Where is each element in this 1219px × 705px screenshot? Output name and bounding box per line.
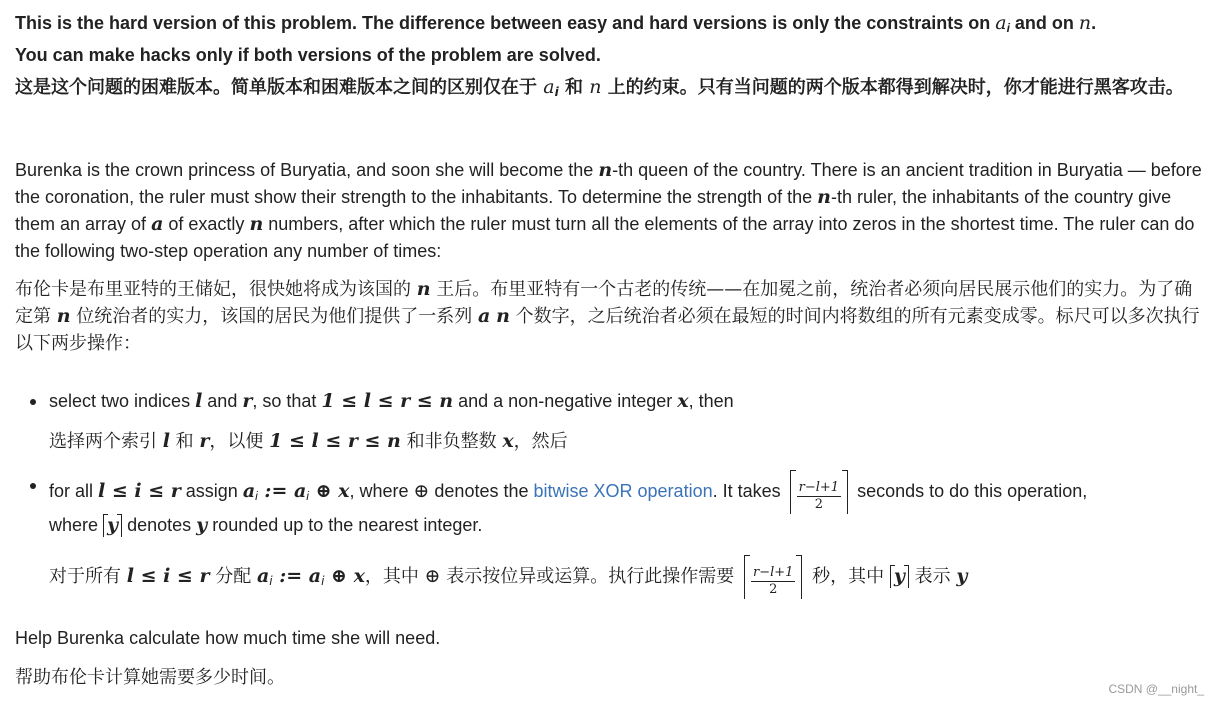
fraction-numerator: r−l+1 xyxy=(753,565,794,580)
fraction xyxy=(797,481,841,512)
var-r: r xyxy=(199,430,210,452)
sub-i: i xyxy=(269,574,273,588)
var-n: n xyxy=(817,186,831,208)
hard-version-notice-en xyxy=(15,10,1205,69)
fraction-denominator: 2 xyxy=(814,497,823,512)
ceil-left-bracket xyxy=(103,514,108,537)
inequality: 1 ≤ l ≤ r ≤ n xyxy=(321,390,454,412)
var-a: a xyxy=(478,305,491,327)
var-l: l xyxy=(195,390,203,412)
var-a: a xyxy=(543,76,555,98)
text: , so that xyxy=(252,391,322,411)
assign-expr: ⊕ x xyxy=(324,565,365,587)
text: ，其中 xyxy=(364,566,425,587)
text: rounded up to the nearest integer. xyxy=(207,515,483,535)
help-text-zh: 帮助布伦卡计算她需要多少时间。 xyxy=(15,667,285,688)
text: denotes the xyxy=(429,480,534,501)
text: for all xyxy=(49,480,99,501)
text: 选择两个索引 xyxy=(49,431,163,452)
var-y: y xyxy=(107,514,119,536)
text: numbers, after which the ruler must turn all the elements of the array into zeros in the shortest time. The ruler can do the following two-step operation any number of times: xyxy=(15,214,1195,261)
text: , where xyxy=(349,480,414,501)
xor-link[interactable]: bitwise XOR operation xyxy=(533,480,713,501)
var-n: n xyxy=(496,305,510,327)
assign-expr: := a xyxy=(257,479,307,502)
text: 表示 xyxy=(908,566,957,587)
hard-version-notice-zh xyxy=(15,74,1205,106)
notice-text: 和 xyxy=(558,77,590,98)
notice-text: 上的约束。只有当问题的两个版本都得到解决时，你才能进行黑客攻击。 xyxy=(601,77,1184,98)
text: ，以便 xyxy=(209,431,270,452)
watermark: CSDN @__night_ xyxy=(1108,682,1204,696)
text: and a non-negative integer xyxy=(453,391,678,411)
ceil-fraction xyxy=(744,557,802,597)
sub-i: i xyxy=(1006,21,1010,35)
intro-paragraph-zh xyxy=(15,276,1205,357)
var-n: n xyxy=(589,76,602,98)
var-x: x xyxy=(677,390,689,412)
text: ，然后 xyxy=(513,431,568,452)
list-item-step2-en-cont xyxy=(49,512,482,539)
var-n: n xyxy=(249,213,264,235)
text: 分配 xyxy=(209,566,257,587)
assign-expr: := a xyxy=(272,565,322,587)
text: 和 xyxy=(169,431,200,452)
var-a: a xyxy=(256,565,270,587)
intro-paragraph-en xyxy=(15,157,1205,265)
inequality: l ≤ i ≤ r xyxy=(126,565,210,587)
notice-text: 这是这个问题的困难版本。简单版本和困难版本之间的区别仅在于 xyxy=(15,77,544,98)
fraction-denominator: 2 xyxy=(769,582,778,597)
fraction-numerator: r−l+1 xyxy=(798,480,840,495)
var-y: y xyxy=(196,514,208,536)
text: denotes xyxy=(122,515,197,535)
text: -th queen of the country. There is an ancient tradition in Buryatia — before the coronation, the ruler must show their strength to the inhabitants. To determine the strength of the xyxy=(15,160,1202,207)
fraction xyxy=(751,566,795,597)
ceil-left-bracket xyxy=(890,565,895,588)
var-r: r xyxy=(242,390,253,412)
var-a: a xyxy=(995,12,1007,34)
xor-symbol: ⊕ xyxy=(424,565,441,587)
text: and xyxy=(202,391,243,411)
notice-text: . xyxy=(1091,13,1097,33)
text: seconds to do this operation, xyxy=(852,480,1088,501)
text: Burenka is the crown princess of Buryatia, and soon she will become the xyxy=(15,160,599,180)
var-n: n xyxy=(1078,12,1092,34)
list-item-step1-zh xyxy=(49,428,568,455)
text: 和非负整数 xyxy=(400,431,503,452)
help-text-en: Help Burenka calculate how much time she will need. xyxy=(15,628,441,648)
text: -th ruler, the inhabitants of the country give them an array of xyxy=(15,187,1172,234)
ceil-right-bracket xyxy=(842,470,848,514)
text: . It takes xyxy=(712,480,786,501)
step1-text xyxy=(49,391,734,411)
text: 对于所有 xyxy=(49,566,127,587)
text: 布伦卡是布里亚特的王储妃，很快她将成为该国的 xyxy=(15,279,417,300)
sub-i: i xyxy=(554,85,559,99)
text: select two indices xyxy=(49,391,196,411)
ceil-y xyxy=(890,563,909,590)
xor-symbol: ⊕ xyxy=(413,479,430,502)
bullet-icon xyxy=(30,483,36,489)
var-a: a xyxy=(151,213,164,235)
step2-text xyxy=(49,479,1088,512)
var-n: n xyxy=(56,305,71,327)
list-item-step2-zh xyxy=(49,557,967,597)
sub-i: i xyxy=(306,488,309,503)
assign-expr: ⊕ x xyxy=(308,479,350,502)
var-x: x xyxy=(502,430,514,452)
sub-i: i xyxy=(321,574,325,588)
ceil-right-bracket xyxy=(904,565,909,588)
hacks-notice: You can make hacks only if both versions of the problem are solved. xyxy=(15,45,601,65)
inequality: 1 ≤ l ≤ r ≤ n xyxy=(269,430,401,452)
sub-i: i xyxy=(255,488,258,503)
ceil-right-bracket xyxy=(796,555,802,599)
ceil-left-bracket xyxy=(744,555,750,599)
var-y: y xyxy=(956,565,968,587)
notice-text: This is the hard version of this problem. The difference between easy and hard versions is only the constraints on xyxy=(15,13,996,33)
ceil-fraction xyxy=(790,472,848,512)
var-n: n xyxy=(416,278,431,300)
text: 位统治者的实力，该国的居民为他们提供了一系列 xyxy=(70,306,479,327)
var-y: y xyxy=(893,565,905,587)
ceil-y xyxy=(103,512,122,539)
text: 个数字，之后统治者必须在最短的时间内将数组的所有元素变成零。标尺可以多次执行以下两步操作： xyxy=(15,306,1200,354)
list-item-step1-en xyxy=(30,388,734,415)
ceil-right-bracket xyxy=(117,514,122,537)
text: of exactly xyxy=(163,214,250,234)
list-item-step2-en xyxy=(30,472,1087,512)
var-a: a xyxy=(242,479,256,502)
var-n: n xyxy=(598,159,613,181)
text: 表示按位异或运算。执行此操作需要 xyxy=(440,566,741,587)
text: , then xyxy=(688,391,734,411)
notice-text: and on xyxy=(1009,13,1079,33)
text: 秒，其中 xyxy=(806,566,890,587)
text: where xyxy=(49,515,104,535)
text: assign xyxy=(180,480,243,501)
text: 王后。布里亚特有一个古老的传统——在加冕之前，统治者必须向居民展示他们的实力。为了确定第 xyxy=(15,279,1193,327)
var-l: l xyxy=(162,430,170,452)
inequality: l ≤ i ≤ r xyxy=(98,479,181,502)
bullet-icon xyxy=(30,399,36,405)
ceil-left-bracket xyxy=(790,470,796,514)
